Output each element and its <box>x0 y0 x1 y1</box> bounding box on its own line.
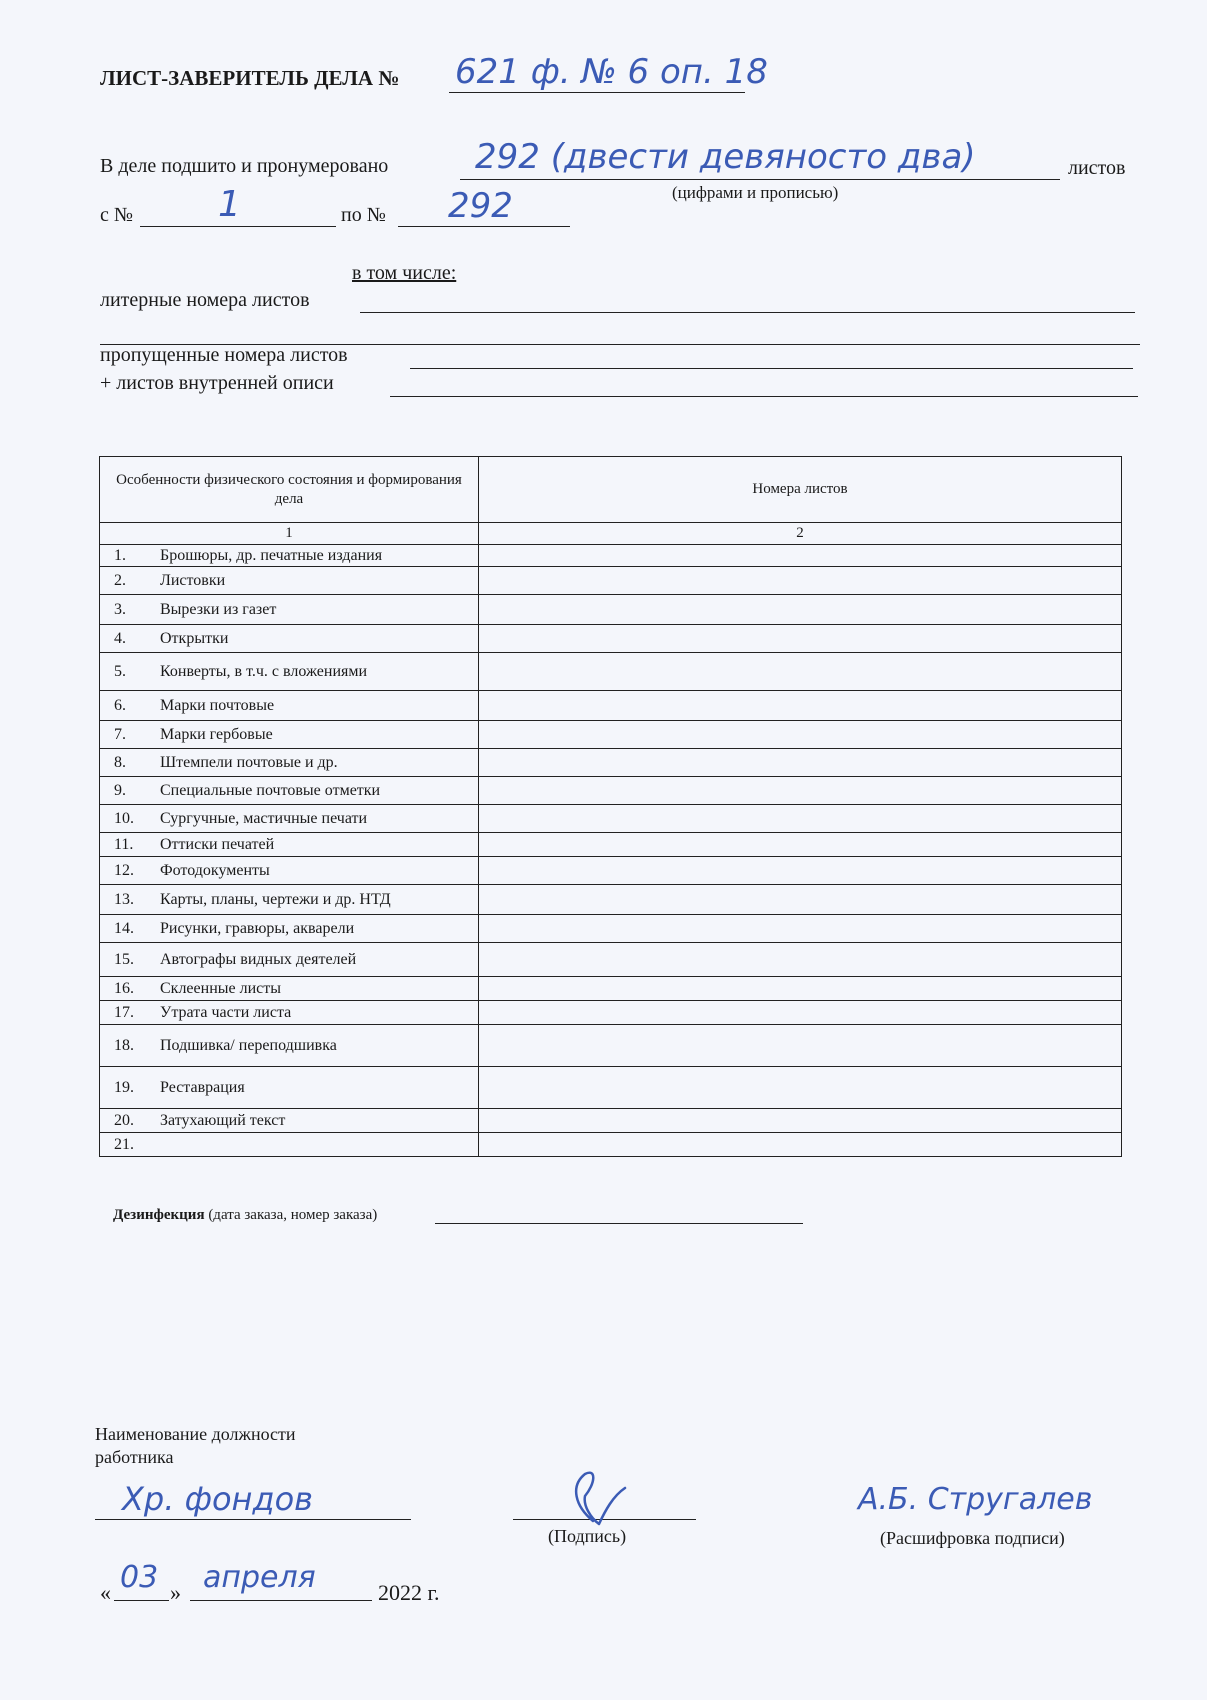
disinfection-label <box>113 1207 377 1224</box>
table-row <box>100 545 1122 567</box>
row-label: Автографы видных деятелей <box>154 943 479 977</box>
row-number: 13. <box>100 885 155 915</box>
row-number: 20. <box>100 1109 155 1133</box>
row-sheet-numbers <box>479 749 1122 777</box>
row-sheet-numbers <box>479 977 1122 1001</box>
row-sheet-numbers <box>479 1001 1122 1025</box>
row-sheet-numbers <box>479 777 1122 805</box>
row-sheet-numbers <box>479 625 1122 653</box>
row-number: 7. <box>100 721 155 749</box>
inner-label: + листов внутренней описи <box>100 372 334 394</box>
row-number: 8. <box>100 749 155 777</box>
row-number: 6. <box>100 691 155 721</box>
row-label: Сургучные, мастичные печати <box>154 805 479 833</box>
row-label: Фотодокументы <box>154 857 479 885</box>
col1-header: Особенности физического состояния и формирования дела <box>100 457 479 523</box>
row-label: Марки гербовые <box>154 721 479 749</box>
table-row <box>100 653 1122 691</box>
row-number: 15. <box>100 943 155 977</box>
table-row <box>100 625 1122 653</box>
to-line <box>398 226 570 227</box>
row-number: 16. <box>100 977 155 1001</box>
row-label: Утрата части листа <box>154 1001 479 1025</box>
position-line <box>95 1519 411 1520</box>
row-label: Затухающий текст <box>154 1109 479 1133</box>
row-sheet-numbers <box>479 721 1122 749</box>
to-handwritten: 292 <box>448 186 513 226</box>
row-number: 18. <box>100 1025 155 1067</box>
row-sheet-numbers <box>479 567 1122 595</box>
table-row <box>100 1001 1122 1025</box>
row-sheet-numbers <box>479 805 1122 833</box>
count-handwritten: 292 (двести девяносто два) <box>475 137 976 177</box>
table-row <box>100 833 1122 857</box>
physical-state-table <box>99 456 1122 1157</box>
case-number-handwritten: 621 ф. № 6 оп. 18 <box>455 52 768 92</box>
position-handwritten: Хр. фондов <box>122 1480 313 1518</box>
row-sheet-numbers <box>479 595 1122 625</box>
including-heading: в том числе: <box>352 262 457 284</box>
row-sheet-numbers <box>479 1067 1122 1109</box>
skipped-line <box>410 368 1133 369</box>
count-label: В деле подшито и пронумеровано <box>100 155 389 177</box>
case-number-line <box>449 92 745 93</box>
table-row <box>100 595 1122 625</box>
date-year: 2022 г. <box>378 1580 440 1605</box>
from-handwritten: 1 <box>218 184 241 225</box>
row-label: Склеенные листы <box>154 977 479 1001</box>
table-row <box>100 777 1122 805</box>
page-title: ЛИСТ-ЗАВЕРИТЕЛЬ ДЕЛА № <box>100 66 400 90</box>
date-day-handwritten: 03 <box>120 1560 159 1595</box>
table-row <box>100 1025 1122 1067</box>
row-number: 19. <box>100 1067 155 1109</box>
row-sheet-numbers <box>479 1109 1122 1133</box>
col1-index: 1 <box>100 523 479 545</box>
row-label: Листовки <box>154 567 479 595</box>
signature-label: (Подпись) <box>548 1526 627 1546</box>
row-sheet-numbers <box>479 691 1122 721</box>
date-day-line <box>114 1600 169 1601</box>
row-number: 11. <box>100 833 155 857</box>
date-close: » <box>170 1580 181 1605</box>
row-number: 2. <box>100 567 155 595</box>
disinfection-bold: Дезинфекция <box>113 1207 205 1223</box>
inner-line <box>390 396 1138 397</box>
position-label: Наименование должности <box>95 1424 296 1444</box>
row-number: 1. <box>100 545 155 567</box>
table-row <box>100 943 1122 977</box>
row-label: Открытки <box>154 625 479 653</box>
row-number: 17. <box>100 1001 155 1025</box>
row-sheet-numbers <box>479 653 1122 691</box>
count-hint: (цифрами и прописью) <box>672 183 839 202</box>
table-row <box>100 1133 1122 1157</box>
row-sheet-numbers <box>479 1025 1122 1067</box>
table-row <box>100 857 1122 885</box>
row-sheet-numbers <box>479 833 1122 857</box>
row-label: Карты, планы, чертежи и др. НТД <box>154 885 479 915</box>
row-label: Марки почтовые <box>154 691 479 721</box>
row-label: Конверты, в т.ч. с вложениями <box>154 653 479 691</box>
row-label: Брошюры, др. печатные издания <box>154 545 479 567</box>
table-row <box>100 567 1122 595</box>
date-open: « <box>100 1580 111 1605</box>
row-number: 4. <box>100 625 155 653</box>
row-sheet-numbers <box>479 943 1122 977</box>
lettered-label: литерные номера листов <box>100 289 310 311</box>
skipped-label: пропущенные номера листов <box>100 344 348 366</box>
row-number: 5. <box>100 653 155 691</box>
decode-handwritten: А.Б. Стругалев <box>858 1482 1093 1517</box>
row-sheet-numbers <box>479 885 1122 915</box>
table-row <box>100 1067 1122 1109</box>
row-label: Подшивка/ переподшивка <box>154 1025 479 1067</box>
date-month-line <box>190 1600 372 1601</box>
row-number: 9. <box>100 777 155 805</box>
row-number: 12. <box>100 857 155 885</box>
row-sheet-numbers <box>479 857 1122 885</box>
row-label: Штемпели почтовые и др. <box>154 749 479 777</box>
row-number: 21. <box>100 1133 155 1157</box>
table-row <box>100 1109 1122 1133</box>
count-suffix: листов <box>1068 157 1126 179</box>
disinfection-line <box>435 1223 803 1224</box>
table-row <box>100 805 1122 833</box>
col2-header: Номера листов <box>479 457 1122 523</box>
table-row <box>100 885 1122 915</box>
row-sheet-numbers <box>479 915 1122 943</box>
row-label: Рисунки, гравюры, акварели <box>154 915 479 943</box>
row-label <box>154 1133 479 1157</box>
lettered-line <box>360 312 1135 313</box>
row-label: Оттиски печатей <box>154 833 479 857</box>
col2-index: 2 <box>479 523 1122 545</box>
row-sheet-numbers <box>479 1133 1122 1157</box>
row-number: 14. <box>100 915 155 943</box>
table-row <box>100 915 1122 943</box>
table-row <box>100 977 1122 1001</box>
row-label: Вырезки из газет <box>154 595 479 625</box>
table-row <box>100 721 1122 749</box>
date-month-handwritten: апреля <box>203 1560 316 1595</box>
decode-label: (Расшифровка подписи) <box>880 1528 1065 1548</box>
row-label: Специальные почтовые отметки <box>154 777 479 805</box>
table-row <box>100 749 1122 777</box>
row-label: Реставрация <box>154 1067 479 1109</box>
row-sheet-numbers <box>479 545 1122 567</box>
from-line <box>140 226 336 227</box>
from-label: с № <box>100 204 133 226</box>
row-number: 10. <box>100 805 155 833</box>
count-line <box>460 179 1060 180</box>
table-row <box>100 691 1122 721</box>
disinfection-rest: (дата заказа, номер заказа) <box>208 1207 378 1223</box>
position-label-2: работника <box>95 1447 174 1467</box>
to-label: по № <box>341 204 386 226</box>
row-number: 3. <box>100 595 155 625</box>
